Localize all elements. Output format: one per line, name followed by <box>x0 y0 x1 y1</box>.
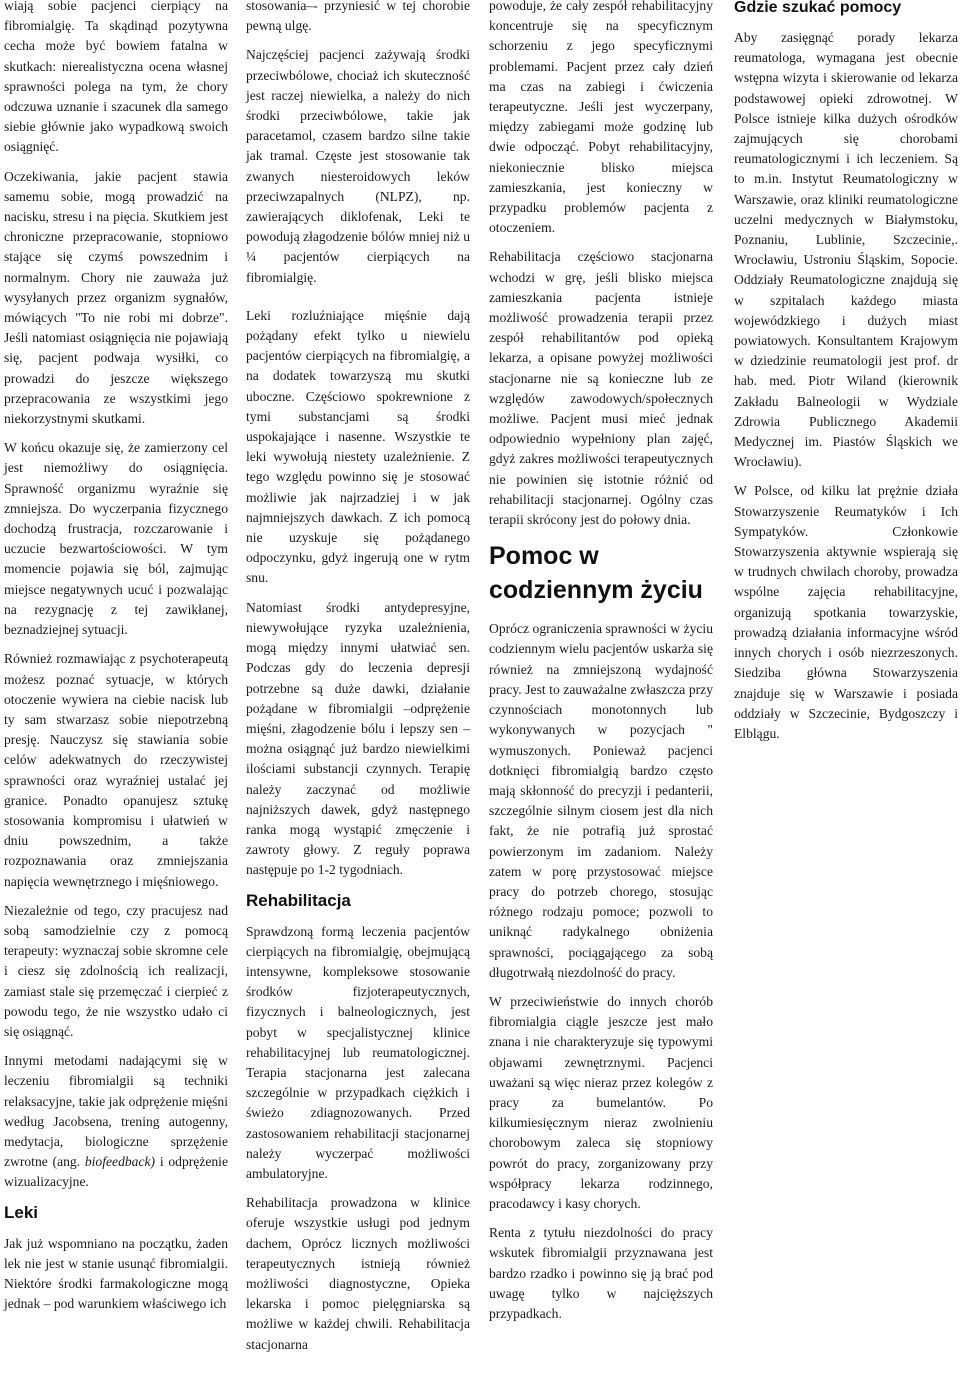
text-run: Innymi metodami nadającymi się w leczeniu fibromialgii są techniki relaksacyjne, takie jak odprężenie mięśni według Jacobsena, trening autogenny, medytacja, biologiczne sprzężenie zwrotne (ang. <box>4 1053 228 1170</box>
paragraph: Najczęściej pacjenci zażywają środki przeciwbólowe, chociaż ich skuteczność jest raczej niewielka, a należy do nich środki przeciwbólowe, takie jak paracetamol, czasem bardzo silne takie jak tramal. Częste jest stosowanie tak zwanych niesteroidowych leków przeciwzapalnych (NLPZ), np. zawierających diklofenak, Leki te powodują złagodzenie bólów mniej niż u ¼ pacjentów cierpiących na fibromialgię. <box>246 47 470 285</box>
paragraph: Natomiast środki antydepresyjne, niewywołujące ryzyka uzależnienia, mogą między innymi ułatwiać sen. Podczas gdy do leczenia depresji potrzebne są duże dawki, działanie pożądane w fibromialgii –odprężenie mięśni, złagodzenie bólu i lepszy sen – można osiągnąć już bardzo niewielkimi ilościami substancji czynnych. Terapię należy zaczynać od możliwie najniższych dawek, gdyż następnego ranka mogą wystąpić zmęczenie i zawroty głowy. Z reguły poprawa następuje po 1-2 tygodniach. <box>246 599 470 878</box>
paragraph: stosowania–- przyniesić w tej chorobie pewną ulgę. <box>246 0 470 34</box>
paragraph: W Polsce, od kilku lat prężnie działa Stowarzyszenie Reumatyków i Ich Sympatyków. Członkowie Stowarzyszenia aktywnie wspierają się w trudnych chwilach choroby, prowadza wspólne zajęcia rehabilitacyjne, organizują spotkania towarzyskie, prowadzą działania informacyjne wśród innych chorych i osób niezrzeszonych. Siedziba główna Stowarzyszenia znajduje się w Warszawie i posiada oddziały w Szczecinie, Bydgoszczy i Elblągu. <box>734 483 958 741</box>
italic-term: biofeedback) <box>84 1154 156 1170</box>
column-4 <box>734 0 958 753</box>
section-heading-pomoc: Pomoc w codziennym życiu <box>489 542 703 605</box>
paragraph: Również rozmawiając z psychoterapeutą możesz poznać sytuacje, w których otoczenie wywiera na ciebie nacisk lub ty sam stwarzasz sobie niepotrzebną presję. Nauczysz się stawiania sobie celów adekwatnych do rzeczywistej sprawności oraz wyraźniej ustalać jej granice. Ponadto opanujesz sztukę stosowania kompromisu i ułatwień w dniu powszednim, a także rozpoznawania oraz zmniejszania napięcia wewnętrznego i mięśniowego. <box>4 651 228 889</box>
paragraph: powoduje, że cały zespół rehabilitacyjny koncentruje się na specyficznym schorzeniu z jego specyficznymi problemami. Pacjent przez cały dzień ma czas na zabiegi i ćwiczenia terapeutyczne. Jeśli jest wyczerpany, między zabiegami może godzinę lub dwie odpocząć. Pobyt rehabilitacyjny, niekoniecznie blisko miejsca zamieszkania, jest konieczny w przypadku problemów pacjenta z otoczeniem. <box>489 0 713 236</box>
paragraph: Niezależnie od tego, czy pracujesz nad sobą samodzielnie czy z pomocą terapeuty: wyznaczaj sobie skromne cele i ciesz się zdolnością ich realizacji, zamiast stale się przemęczać i cierpieć z powodu tego, że nie wszystko udało ci się osiągnąć. <box>4 902 228 1039</box>
text-run: i odprężenie wizualizacyjne. <box>4 1154 228 1190</box>
paragraph: Aby zasięgnąć porady lekarza reumatologa, wymagana jest obecnie wstępna wizyta i skierowanie od lekarza podstawowej opieki zdrowotnej. W Polsce istnieje kilka dużych ośrodków zajmujących się chorobami reumatologicznymi i ich leczeniem. Są to m.in. Instytut Reumatologiczny w Warszawie, oraz kliniki reumatologiczne uczelni medycznych w Białymstoku, Poznaniu, Lublinie, Szczecinie,. Wrocławiu, Ustroniu Śląskim, Sopocie. Oddziały Reumatologiczne znajdują się w szpitalach każdego miasta wojewódzkiego i dużych miast powiatowych. Konsultantem Krajowym w dziedzinie reumatologii jest prof. dr hab. med. Piotr Wiland (kierownik Zakładu Balneologii w Wydziale Zdrowia Publicznego Akademii Medycznej im. Piastów Śląskich we Wrocławiu). <box>734 30 958 470</box>
paragraph: Jak już wspomniano na początku, żaden lek nie jest w stanie usunąć fibromialgii. Niektóre środki farmakologiczne mogą jednak – pod warunkiem właściwego ich <box>4 1235 228 1312</box>
paragraph: Leki rozluźniające mięśnie dają pożądany efekt tylko u niewielu pacjentów cierpiących na fibromialgię, a na dodatek towarzyszą mu skutki uboczne. Częściowo spokrewnione z tymi substancjami są środki uspokajające i nasenne. Wszystkie te leki wywołują niestety uzależnienie. Z tego względu powinno się je stosować możliwie jak najrzadziej i w jak najmniejszych dawkach. Z ich pomocą nie uzyskuje się pożądanego odpoczynku, gdyż ingerują one w rytm snu. <box>246 307 470 586</box>
column-1 <box>4 0 228 1323</box>
section-heading-leki: Leki <box>4 1202 39 1222</box>
paragraph: wiają sobie pacjenci cierpiący na fibromialgię. Ta skądinąd pozytywna cecha może być bowiem fatalna w skutkach: nierealistyczna ocena własnej sprawności polega na tym, że chory odczuwa uznanie i szacunek dla samego siebie głównie jako wypadkową swoich osiągnięć. <box>4 0 228 155</box>
paragraph: Oprócz ograniczenia sprawności w życiu codziennym wielu pacjentów uskarża się również na zmniejszoną wydajność pracy. Jest to zauważalne zwłaszcza przy czynnościach monotonnych lub wykonywanych w pozycjach " wymuszonych. Ponieważ pacjenci dotknięci fibromialgią bardzo często mają skłonność do precyzji i pedanterii, szczególnie silnym ciosem jest dla nich fakt, że nie potrafią już sprostać powierzonym im zadaniom. Należy zatem w porę przystosować miejsce pracy do potrzeb chorego, stosując różnego rodzaju pomoce; pozwoli to uniknąć radykalnego obniżenia sprawności, pociągającego za sobą długotrwałą niezdolność do pracy. <box>489 621 713 980</box>
paragraph: Sprawdzoną formą leczenia pacjentów cierpiących na fibromialgię, obejmującą intensywne, kompleksowe stosowanie środków fizjoterapeutycznych, fizycznych i balneologicznych, jest pobyt w specjalistycznej klinice rehabilitacyjnej lub reumatologicznej. Terapia stacjonarna jest zalecana szczególnie w przypadkach ciężkich i świeżo zdiagnozowanych. Przed zastosowaniem rehabilitacji stacjonarnej należy wyczerpać możliwości ambulatoryjne. <box>246 923 470 1181</box>
paragraph: Oczekiwania, jakie pacjent stawia samemu sobie, mogą prowadzić na nacisku, stresu i na pięcia. Skutkiem jest chroniczne przepracowanie, stopniowo stające się czymś powszednim i normalnym. Chory nie zauważa już wysyłanych przez organizm sygnałów, mówiących "To nie robi mi dobrze". Jeśli natomiast osiągnięcia nie pojawiają się, pacjent podwaja wysiłki, co prowadzi do jeszcze większego przepracowania ze wszystkimi jego niekorzystnymi skutkami. <box>4 168 228 427</box>
column-3 <box>489 0 713 1333</box>
column-2 <box>246 0 470 1364</box>
paragraph: Rehabilitacja częściowo stacjonarna wchodzi w grę, jeśli blisko miejsca zamieszkania pacjenta istnieje możliwość prowadzenia terapii przez zespół rehabilitantów pod opieką lekarza, a opisane powyżej możliwości stacjonarne nie są konieczne lub ze względów zawodowych/społecznych możliwe. Pacjent musi mieć jednak odpowiednio wypełniony plan zajęć, gdyż zakres możliwości terapeutycznych nie powinien się istotnie różnić od rehabilitacji stacjonarnej. Ogólny czas terapii skrócony jest do połowy dnia. <box>489 249 713 528</box>
section-heading-gdzie: Gdzie szukać pomocy <box>734 0 902 16</box>
paragraph <box>4 1051 228 1192</box>
paragraph: W końcu okazuje się, że zamierzony cel jest niemożliwy do osiągnięcia. Sprawność organizmu wyraźnie się zmniejsza. Do wyczerpania fizycznego dochodzą frustracja, rozczarowanie i uczucie bezwartościowości. W tym momencie pojawia się ból, zajmując miejsce negatywnych ucuć i pozwalając na rezygnację z tej zawikłanej, beznadziejnej sytuacji. <box>4 440 228 638</box>
paragraph: Rehabilitacja prowadzona w klinice oferuje wszystkie usługi pod jednym dachem, Oprócz licznych możliwości terapeutycznych istnieją również możliwości diagnostyczne, Opieka lekarska i pomoc pielęgniarska są możliwe w każdej chwili. Rehabilitacja stacjonarna <box>246 1195 470 1352</box>
section-heading-rehabilitacja: Rehabilitacja <box>246 890 351 910</box>
paragraph: W przeciwieństwie do innych chorób fibromialgia ciągle jeszcze jest mało znana i nie charakteryzuje się typowymi objawami zewnętrznymi. Pacjenci uważani są więc nieraz przez kolegów z pracy za bumelantów. Po kilkumiesięcznym nieraz zwolnieniu chorobowym zaleca się stopniowy powrót do pracy, zorganizowany przy współpracy lekarza rodzinnego, pracodawcy i kasy chorych. <box>489 993 713 1211</box>
paragraph: Renta z tytułu niezdolności do pracy wskutek fibromialgii przyznawana jest bardzo rzadko i powinno się ją brać pod uwagę tylko w najcięższych przypadkach. <box>489 1225 713 1321</box>
